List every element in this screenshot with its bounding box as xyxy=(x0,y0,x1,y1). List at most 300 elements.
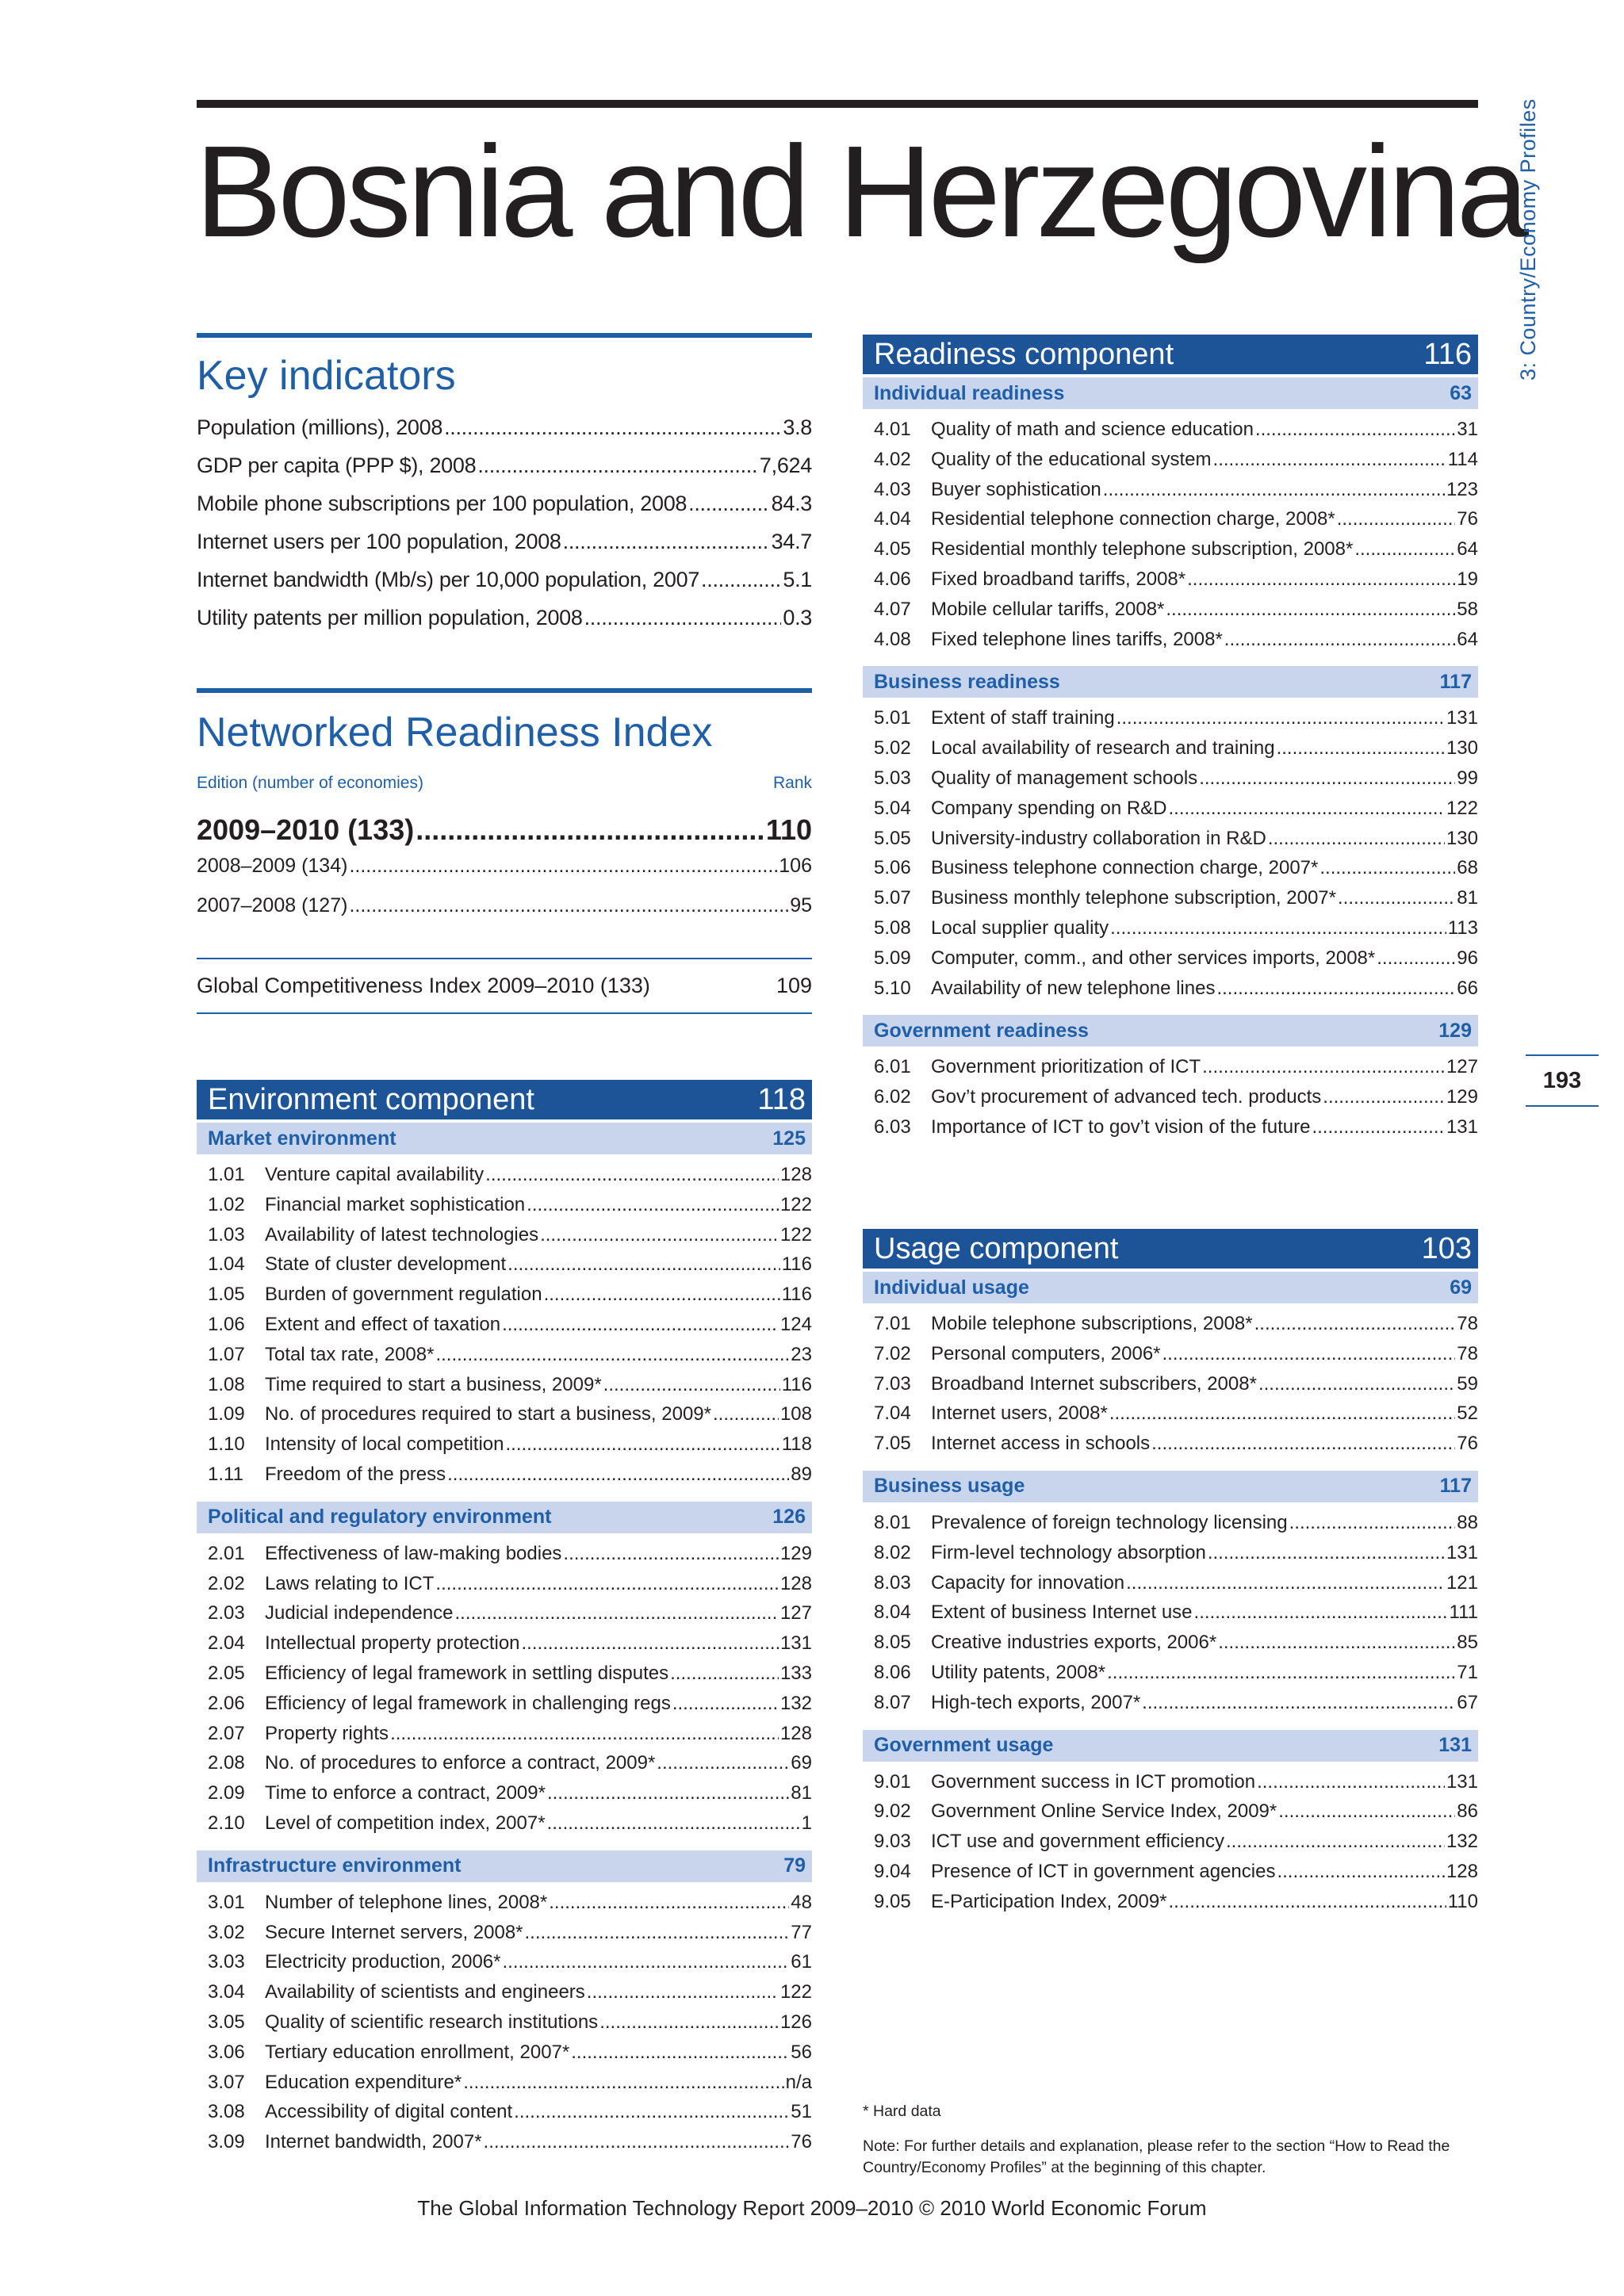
section-side-label: 3: Country/Economy Profiles xyxy=(1516,98,1540,381)
indicator-rank: 99 xyxy=(1457,767,1478,789)
indicator-row xyxy=(208,1224,812,1254)
key-indicator-value: 84.3 xyxy=(771,492,812,515)
indicator-rank: 78 xyxy=(1457,1313,1478,1334)
indicator-number: 3.07 xyxy=(208,2071,245,2093)
indicator-label: E-Participation Index, 2009* xyxy=(931,1890,1167,1912)
indicator-number: 9.04 xyxy=(874,1860,911,1882)
indicator-label: No. of procedures to enforce a contract, 2009* xyxy=(265,1752,656,1774)
indicator-rank: 64 xyxy=(1457,628,1478,650)
subsection-title: Individual usage xyxy=(874,1276,1029,1299)
indicator-list xyxy=(863,409,1478,663)
indicator-row xyxy=(874,419,1478,449)
indicator-row xyxy=(208,1253,812,1284)
indicator-row xyxy=(874,1662,1478,1692)
indicator-rank: 76 xyxy=(791,2131,812,2153)
indicator-row xyxy=(874,449,1478,479)
component-rank: 103 xyxy=(1421,1231,1472,1265)
indicator-label: Quality of the educational system xyxy=(931,448,1212,470)
indicator-label: Gov’t procurement of advanced tech. products xyxy=(931,1086,1322,1108)
indicator-number: 4.05 xyxy=(874,538,911,561)
indicator-row xyxy=(208,1403,812,1433)
indicator-label: Availability of scientists and engineers xyxy=(265,1981,585,2003)
subsection-rank: 117 xyxy=(1439,1475,1472,1498)
subsection-header xyxy=(863,1730,1478,1762)
indicator-row xyxy=(208,1164,812,1194)
indicator-label: Availability of new telephone lines xyxy=(931,977,1216,999)
nri-row xyxy=(197,855,812,894)
indicator-number: 9.05 xyxy=(874,1890,911,1912)
subsection-rank: 131 xyxy=(1438,1734,1472,1757)
key-indicator-row xyxy=(197,453,812,492)
indicator-label: Personal computers, 2006* xyxy=(931,1342,1161,1364)
subsection-header xyxy=(197,1502,812,1533)
indicator-label: State of cluster development xyxy=(265,1253,507,1276)
indicator-number: 5.05 xyxy=(874,827,911,849)
gci-value: 109 xyxy=(776,974,812,997)
indicator-rank: 118 xyxy=(781,1433,812,1456)
indicator-label: Efficiency of legal framework in settling disputes xyxy=(265,1662,669,1684)
indicator-row xyxy=(208,1314,812,1344)
indicator-label: Government prioritization of ICT xyxy=(931,1056,1201,1078)
indicator-number: 5.02 xyxy=(874,737,911,760)
indicator-row xyxy=(208,2072,812,2102)
indicator-row xyxy=(874,887,1478,917)
indicator-row xyxy=(208,2101,812,2131)
indicator-rank: 111 xyxy=(1449,1601,1478,1624)
indicator-label: Utility patents, 2008* xyxy=(931,1661,1106,1683)
indicator-row xyxy=(874,707,1478,737)
nri-title: Networked Readiness Index xyxy=(197,710,713,756)
indicator-number: 7.05 xyxy=(874,1433,911,1455)
subsection-header xyxy=(863,1471,1478,1502)
indicator-label: Venture capital availability xyxy=(265,1164,485,1185)
indicator-row xyxy=(208,1632,812,1663)
subsection-rank: 129 xyxy=(1438,1019,1472,1042)
subsection-title: Market environment xyxy=(208,1127,396,1150)
indicator-rank: 129 xyxy=(1446,1086,1478,1108)
indicator-label: Property rights xyxy=(265,1722,389,1744)
indicator-label: Business telephone connection charge, 2007* xyxy=(931,857,1319,879)
indicator-label: Judicial independence xyxy=(265,1602,454,1624)
indicator-rank: 1 xyxy=(801,1812,812,1834)
indicator-label: Firm-level technology absorption xyxy=(931,1541,1206,1563)
nri-current-label: 2009–2010 (133) xyxy=(197,813,415,846)
component-rank: 118 xyxy=(757,1082,806,1116)
indicator-label: Creative industries exports, 2006* xyxy=(931,1632,1217,1654)
indicator-number: 1.10 xyxy=(208,1433,245,1456)
indicator-label: Electricity production, 2006* xyxy=(265,1951,501,1973)
indicator-number: 7.04 xyxy=(874,1402,911,1425)
indicator-row xyxy=(208,1752,812,1782)
indicator-rank: 31 xyxy=(1457,419,1478,440)
indicator-row xyxy=(208,2042,812,2072)
indicator-label: Extent of staff training xyxy=(931,707,1115,729)
indicator-rank: 123 xyxy=(1446,478,1478,500)
indicator-number: 9.03 xyxy=(874,1831,911,1853)
footnote-note: Note: For further details and explanation, please refer to the section “How to Read the Country/Economy Profiles” at the beginning of this chapter. xyxy=(863,2137,1450,2176)
indicator-list xyxy=(197,1154,812,1498)
indicator-list xyxy=(863,1303,1478,1468)
component-rank: 116 xyxy=(1423,337,1472,371)
indicator-row xyxy=(208,1981,812,2011)
key-indicator-row xyxy=(197,415,812,453)
nri-edition-header: Edition (number of economies) xyxy=(197,774,423,792)
indicator-row xyxy=(874,947,1478,978)
indicator-label: Importance of ICT to gov’t vision of the future xyxy=(931,1115,1311,1138)
indicator-label: Company spending on R&D xyxy=(931,797,1167,819)
indicator-rank: 127 xyxy=(1446,1056,1478,1078)
subsection-rank: 125 xyxy=(772,1127,806,1150)
indicator-label: Residential monthly telephone subscription, 2008* xyxy=(931,538,1354,561)
indicator-row xyxy=(874,1512,1478,1542)
indicator-rank: 71 xyxy=(1457,1661,1478,1683)
footnote-hard-data: * Hard data xyxy=(863,2103,941,2120)
indicator-row xyxy=(208,1663,812,1693)
indicator-label: Mobile telephone subscriptions, 2008* xyxy=(931,1313,1253,1334)
indicator-row xyxy=(208,2131,812,2161)
nri-rule xyxy=(197,688,812,693)
indicator-label: Government Online Service Index, 2009* xyxy=(931,1800,1277,1823)
indicator-label: Time required to start a business, 2009* xyxy=(265,1373,602,1395)
indicator-row xyxy=(208,1374,812,1404)
indicator-row xyxy=(874,767,1478,798)
indicator-label: No. of procedures required to start a business, 2009* xyxy=(265,1403,711,1425)
indicator-rank: 66 xyxy=(1457,977,1478,999)
indicator-number: 4.04 xyxy=(874,508,911,530)
indicator-rank: 121 xyxy=(1446,1571,1478,1594)
component-title: Environment component xyxy=(208,1082,534,1116)
indicator-row xyxy=(208,2011,812,2042)
indicator-number: 2.08 xyxy=(208,1752,245,1774)
indicator-row xyxy=(874,978,1478,1008)
subsection-title: Individual readiness xyxy=(874,381,1065,404)
indicator-number: 6.03 xyxy=(874,1115,911,1138)
indicator-number: 4.06 xyxy=(874,568,911,590)
component-header xyxy=(863,335,1478,374)
indicator-row xyxy=(208,1543,812,1573)
indicator-row xyxy=(874,1692,1478,1722)
indicator-number: 2.07 xyxy=(208,1722,245,1744)
indicator-row xyxy=(874,1086,1478,1116)
indicator-rank: 128 xyxy=(779,1164,812,1185)
indicator-number: 2.03 xyxy=(208,1602,245,1624)
indicator-rank: 131 xyxy=(1446,1541,1478,1563)
indicator-rank: 67 xyxy=(1457,1691,1478,1713)
indicator-rank: 132 xyxy=(779,1692,812,1714)
indicator-number: 5.01 xyxy=(874,707,911,729)
key-indicators-list xyxy=(197,415,812,644)
subsection-title: Business readiness xyxy=(874,670,1060,693)
key-indicator-row xyxy=(197,530,812,568)
indicator-rank: 110 xyxy=(1447,1890,1478,1912)
indicator-row xyxy=(208,1602,812,1632)
indicator-label: Extent of business Internet use xyxy=(931,1601,1193,1624)
indicator-rank: 81 xyxy=(1457,887,1478,909)
indicator-rank: 56 xyxy=(791,2041,812,2063)
gci-row xyxy=(197,958,812,1014)
subsection-header xyxy=(197,1123,812,1154)
indicator-row xyxy=(874,1572,1478,1602)
indicator-rank: 89 xyxy=(791,1463,812,1485)
indicator-label: Capacity for innovation xyxy=(931,1571,1125,1594)
indicator-rank: 122 xyxy=(779,1981,812,2003)
indicator-number: 8.06 xyxy=(874,1661,911,1683)
indicator-label: Presence of ICT in government agencies xyxy=(931,1860,1276,1882)
nri-section xyxy=(197,688,812,1014)
indicator-row xyxy=(874,599,1478,629)
indicator-rank: 116 xyxy=(781,1253,812,1276)
indicator-number: 2.09 xyxy=(208,1782,245,1804)
key-indicator-row xyxy=(197,568,812,606)
indicator-label: Level of competition index, 2007* xyxy=(265,1812,546,1834)
indicator-list xyxy=(863,698,1478,1012)
indicator-row xyxy=(874,1632,1478,1662)
indicator-row xyxy=(874,828,1478,858)
usage-component xyxy=(863,1229,1478,1926)
indicator-rank: 61 xyxy=(791,1951,812,1973)
indicator-label: Internet access in schools xyxy=(931,1433,1151,1455)
indicator-number: 4.01 xyxy=(874,419,911,440)
subsection-rank: 117 xyxy=(1439,670,1472,693)
indicator-row xyxy=(874,857,1478,887)
indicator-row xyxy=(874,508,1478,538)
indicator-number: 3.05 xyxy=(208,2011,245,2033)
nri-row-label: 2007–2008 (127) xyxy=(197,894,348,916)
page-title: Bosnia and Herzegovina xyxy=(195,119,1525,264)
indicator-row xyxy=(874,479,1478,509)
indicator-number: 7.02 xyxy=(874,1342,911,1364)
indicator-number: 7.03 xyxy=(874,1372,911,1395)
component-header xyxy=(197,1080,812,1119)
indicator-row xyxy=(874,568,1478,599)
component-title: Readiness component xyxy=(874,337,1174,371)
indicator-label: Government success in ICT promotion xyxy=(931,1770,1256,1793)
indicator-label: Computer, comm., and other services imports, 2008* xyxy=(931,947,1376,969)
indicator-rank: 78 xyxy=(1457,1342,1478,1364)
indicator-rank: 130 xyxy=(1446,737,1478,760)
indicator-rank: 69 xyxy=(791,1752,812,1774)
indicator-number: 6.01 xyxy=(874,1056,911,1078)
indicator-row xyxy=(874,1373,1478,1403)
subsection-title: Government readiness xyxy=(874,1019,1089,1042)
indicator-rank: 131 xyxy=(779,1632,812,1655)
component-title: Usage component xyxy=(874,1231,1119,1265)
indicator-number: 4.03 xyxy=(874,478,911,500)
indicator-row xyxy=(874,1771,1478,1801)
indicator-list xyxy=(863,1762,1478,1926)
indicator-row xyxy=(208,1344,812,1374)
indicator-label: Efficiency of legal framework in challenging regs xyxy=(265,1692,671,1714)
indicator-label: Effectiveness of law-making bodies xyxy=(265,1542,562,1564)
indicator-rank: 96 xyxy=(1457,947,1478,969)
indicator-row xyxy=(874,798,1478,828)
indicator-rank: 77 xyxy=(791,1921,812,1943)
indicator-rank: 122 xyxy=(779,1193,812,1215)
indicator-row xyxy=(874,1891,1478,1921)
indicator-number: 3.08 xyxy=(208,2101,245,2123)
indicator-number: 6.02 xyxy=(874,1086,911,1108)
indicator-row xyxy=(208,1723,812,1753)
indicator-rank: 108 xyxy=(779,1403,812,1425)
indicator-rank: 81 xyxy=(791,1782,812,1804)
indicator-row xyxy=(874,1800,1478,1831)
environment-component xyxy=(197,1080,812,2166)
indicator-label: Fixed broadband tariffs, 2008* xyxy=(931,568,1186,590)
indicator-number: 2.05 xyxy=(208,1662,245,1684)
indicator-number: 8.05 xyxy=(874,1632,911,1654)
indicator-number: 3.01 xyxy=(208,1891,245,1913)
indicator-number: 2.10 xyxy=(208,1812,245,1834)
key-indicator-label: Population (millions), 2008 xyxy=(197,415,443,439)
nri-rank-header: Rank xyxy=(772,774,812,792)
indicator-rank: 128 xyxy=(779,1722,812,1744)
subsection-rank: 69 xyxy=(1450,1276,1472,1299)
indicator-label: Number of telephone lines, 2008* xyxy=(265,1891,548,1913)
indicator-number: 5.07 xyxy=(874,887,911,909)
indicator-rank: 114 xyxy=(1447,448,1478,470)
key-indicator-value: 34.7 xyxy=(771,530,812,553)
indicator-number: 8.01 xyxy=(874,1511,911,1533)
indicator-number: 8.02 xyxy=(874,1541,911,1563)
indicator-label: Accessibility of digital content xyxy=(265,2101,513,2123)
subsection-header xyxy=(863,1272,1478,1303)
indicator-rank: 113 xyxy=(1447,916,1478,939)
indicator-label: Quality of math and science education xyxy=(931,419,1254,440)
indicator-label: Mobile cellular tariffs, 2008* xyxy=(931,598,1165,620)
component-header xyxy=(863,1229,1478,1269)
indicator-row xyxy=(208,1194,812,1224)
indicator-row xyxy=(208,1433,812,1464)
indicator-label: Secure Internet servers, 2008* xyxy=(265,1921,523,1943)
indicator-row xyxy=(874,1601,1478,1632)
indicator-number: 1.11 xyxy=(208,1463,243,1485)
key-indicator-label: GDP per capita (PPP $), 2008 xyxy=(197,453,477,477)
indicator-row xyxy=(874,1343,1478,1373)
key-indicators-rule xyxy=(197,333,812,338)
indicator-number: 5.04 xyxy=(874,797,911,819)
indicator-label: Time to enforce a contract, 2009* xyxy=(265,1782,546,1804)
indicator-label: Broadband Internet subscribers, 2008* xyxy=(931,1372,1257,1395)
indicator-row xyxy=(874,1313,1478,1343)
indicator-label: ICT use and government efficiency xyxy=(931,1831,1224,1853)
indicator-row xyxy=(874,737,1478,767)
indicator-row xyxy=(874,1861,1478,1891)
footnotes xyxy=(863,2101,1478,2178)
nri-header xyxy=(197,774,812,793)
indicator-rank: 116 xyxy=(781,1284,812,1306)
indicator-label: Local availability of research and training xyxy=(931,737,1275,760)
indicator-label: Education expenditure* xyxy=(265,2071,462,2093)
indicator-number: 1.07 xyxy=(208,1343,245,1365)
top-rule xyxy=(197,100,1478,108)
indicator-number: 3.04 xyxy=(208,1981,245,2003)
subsection-rank: 63 xyxy=(1450,381,1472,404)
indicator-row xyxy=(208,1892,812,1922)
indicator-label: High-tech exports, 2007* xyxy=(931,1691,1141,1713)
indicator-label: Tertiary education enrollment, 2007* xyxy=(265,2041,570,2063)
indicator-rank: 23 xyxy=(791,1343,812,1365)
indicator-label: Laws relating to ICT xyxy=(265,1572,435,1594)
indicator-number: 1.09 xyxy=(208,1403,245,1425)
indicator-label: Total tax rate, 2008* xyxy=(265,1343,435,1365)
nri-current-value: 110 xyxy=(765,813,812,846)
indicator-rank: 127 xyxy=(779,1602,812,1624)
indicator-label: Freedom of the press xyxy=(265,1463,446,1485)
indicator-rank: 128 xyxy=(1446,1860,1478,1882)
indicator-row xyxy=(874,1831,1478,1861)
subsection-rank: 126 xyxy=(772,1506,806,1529)
indicator-number: 2.04 xyxy=(208,1632,245,1655)
indicator-row xyxy=(874,629,1478,659)
indicator-label: Quality of scientific research institutions xyxy=(265,2011,599,2033)
subsection-header xyxy=(863,666,1478,698)
key-indicator-value: 7,624 xyxy=(759,453,812,477)
indicator-label: Business monthly telephone subscription, 2007* xyxy=(931,887,1336,909)
indicator-row xyxy=(874,1433,1478,1463)
indicator-rank: 88 xyxy=(1457,1511,1478,1533)
page-footer: The Global Information Technology Report 2009–2010 © 2010 World Economic Forum xyxy=(417,2196,1207,2220)
indicator-row xyxy=(874,917,1478,947)
indicator-number: 3.02 xyxy=(208,1921,245,1943)
indicator-rank: 68 xyxy=(1457,857,1478,879)
nri-row-value: 106 xyxy=(779,855,812,877)
indicator-label: Residential telephone connection charge, 2008* xyxy=(931,508,1335,530)
indicator-label: Local supplier quality xyxy=(931,916,1109,939)
indicator-rank: 129 xyxy=(779,1542,812,1564)
indicator-list xyxy=(197,1882,812,2166)
key-indicators-title: Key indicators xyxy=(197,353,456,399)
indicator-rank: 86 xyxy=(1457,1800,1478,1823)
indicator-number: 4.08 xyxy=(874,628,911,650)
indicator-rank: 59 xyxy=(1457,1372,1478,1395)
indicator-number: 8.04 xyxy=(874,1601,911,1624)
indicator-rank: 126 xyxy=(779,2011,812,2033)
indicator-number: 9.02 xyxy=(874,1800,911,1823)
subsection-header xyxy=(863,377,1478,409)
indicator-label: Prevalence of foreign technology licensing xyxy=(931,1511,1288,1533)
key-indicator-label: Mobile phone subscriptions per 100 population, 2008 xyxy=(197,492,688,515)
indicator-rank: 124 xyxy=(779,1313,812,1335)
indicator-number: 4.02 xyxy=(874,448,911,470)
key-indicator-value: 0.3 xyxy=(783,606,812,629)
indicator-number: 5.08 xyxy=(874,916,911,939)
indicator-rank: 131 xyxy=(1446,707,1478,729)
indicator-row xyxy=(874,1116,1478,1146)
indicator-rank: 131 xyxy=(1446,1115,1478,1138)
indicator-rank: n/a xyxy=(785,2071,812,2093)
indicator-row xyxy=(208,1951,812,1981)
readiness-component xyxy=(863,335,1478,1151)
key-indicator-label: Internet bandwidth (Mb/s) per 10,000 population, 2007 xyxy=(197,568,700,591)
indicator-label: Internet users, 2008* xyxy=(931,1402,1108,1425)
subsection-title: Government usage xyxy=(874,1734,1054,1757)
indicator-list xyxy=(863,1502,1478,1727)
key-indicator-value: 5.1 xyxy=(783,568,812,591)
nri-row-value: 95 xyxy=(790,894,812,916)
key-indicator-row xyxy=(197,492,812,530)
indicator-rank: 58 xyxy=(1457,598,1478,620)
page-number: 193 xyxy=(1526,1054,1599,1107)
indicator-row xyxy=(208,1284,812,1314)
indicator-number: 1.03 xyxy=(208,1223,245,1246)
indicator-rank: 64 xyxy=(1457,538,1478,561)
indicator-row xyxy=(208,1782,812,1812)
indicator-number: 8.03 xyxy=(874,1571,911,1594)
indicator-label: Extent and effect of taxation xyxy=(265,1313,501,1335)
key-indicator-label: Internet users per 100 population, 2008 xyxy=(197,530,561,553)
subsection-header xyxy=(197,1850,812,1882)
indicator-label: Internet bandwidth, 2007* xyxy=(265,2131,482,2153)
